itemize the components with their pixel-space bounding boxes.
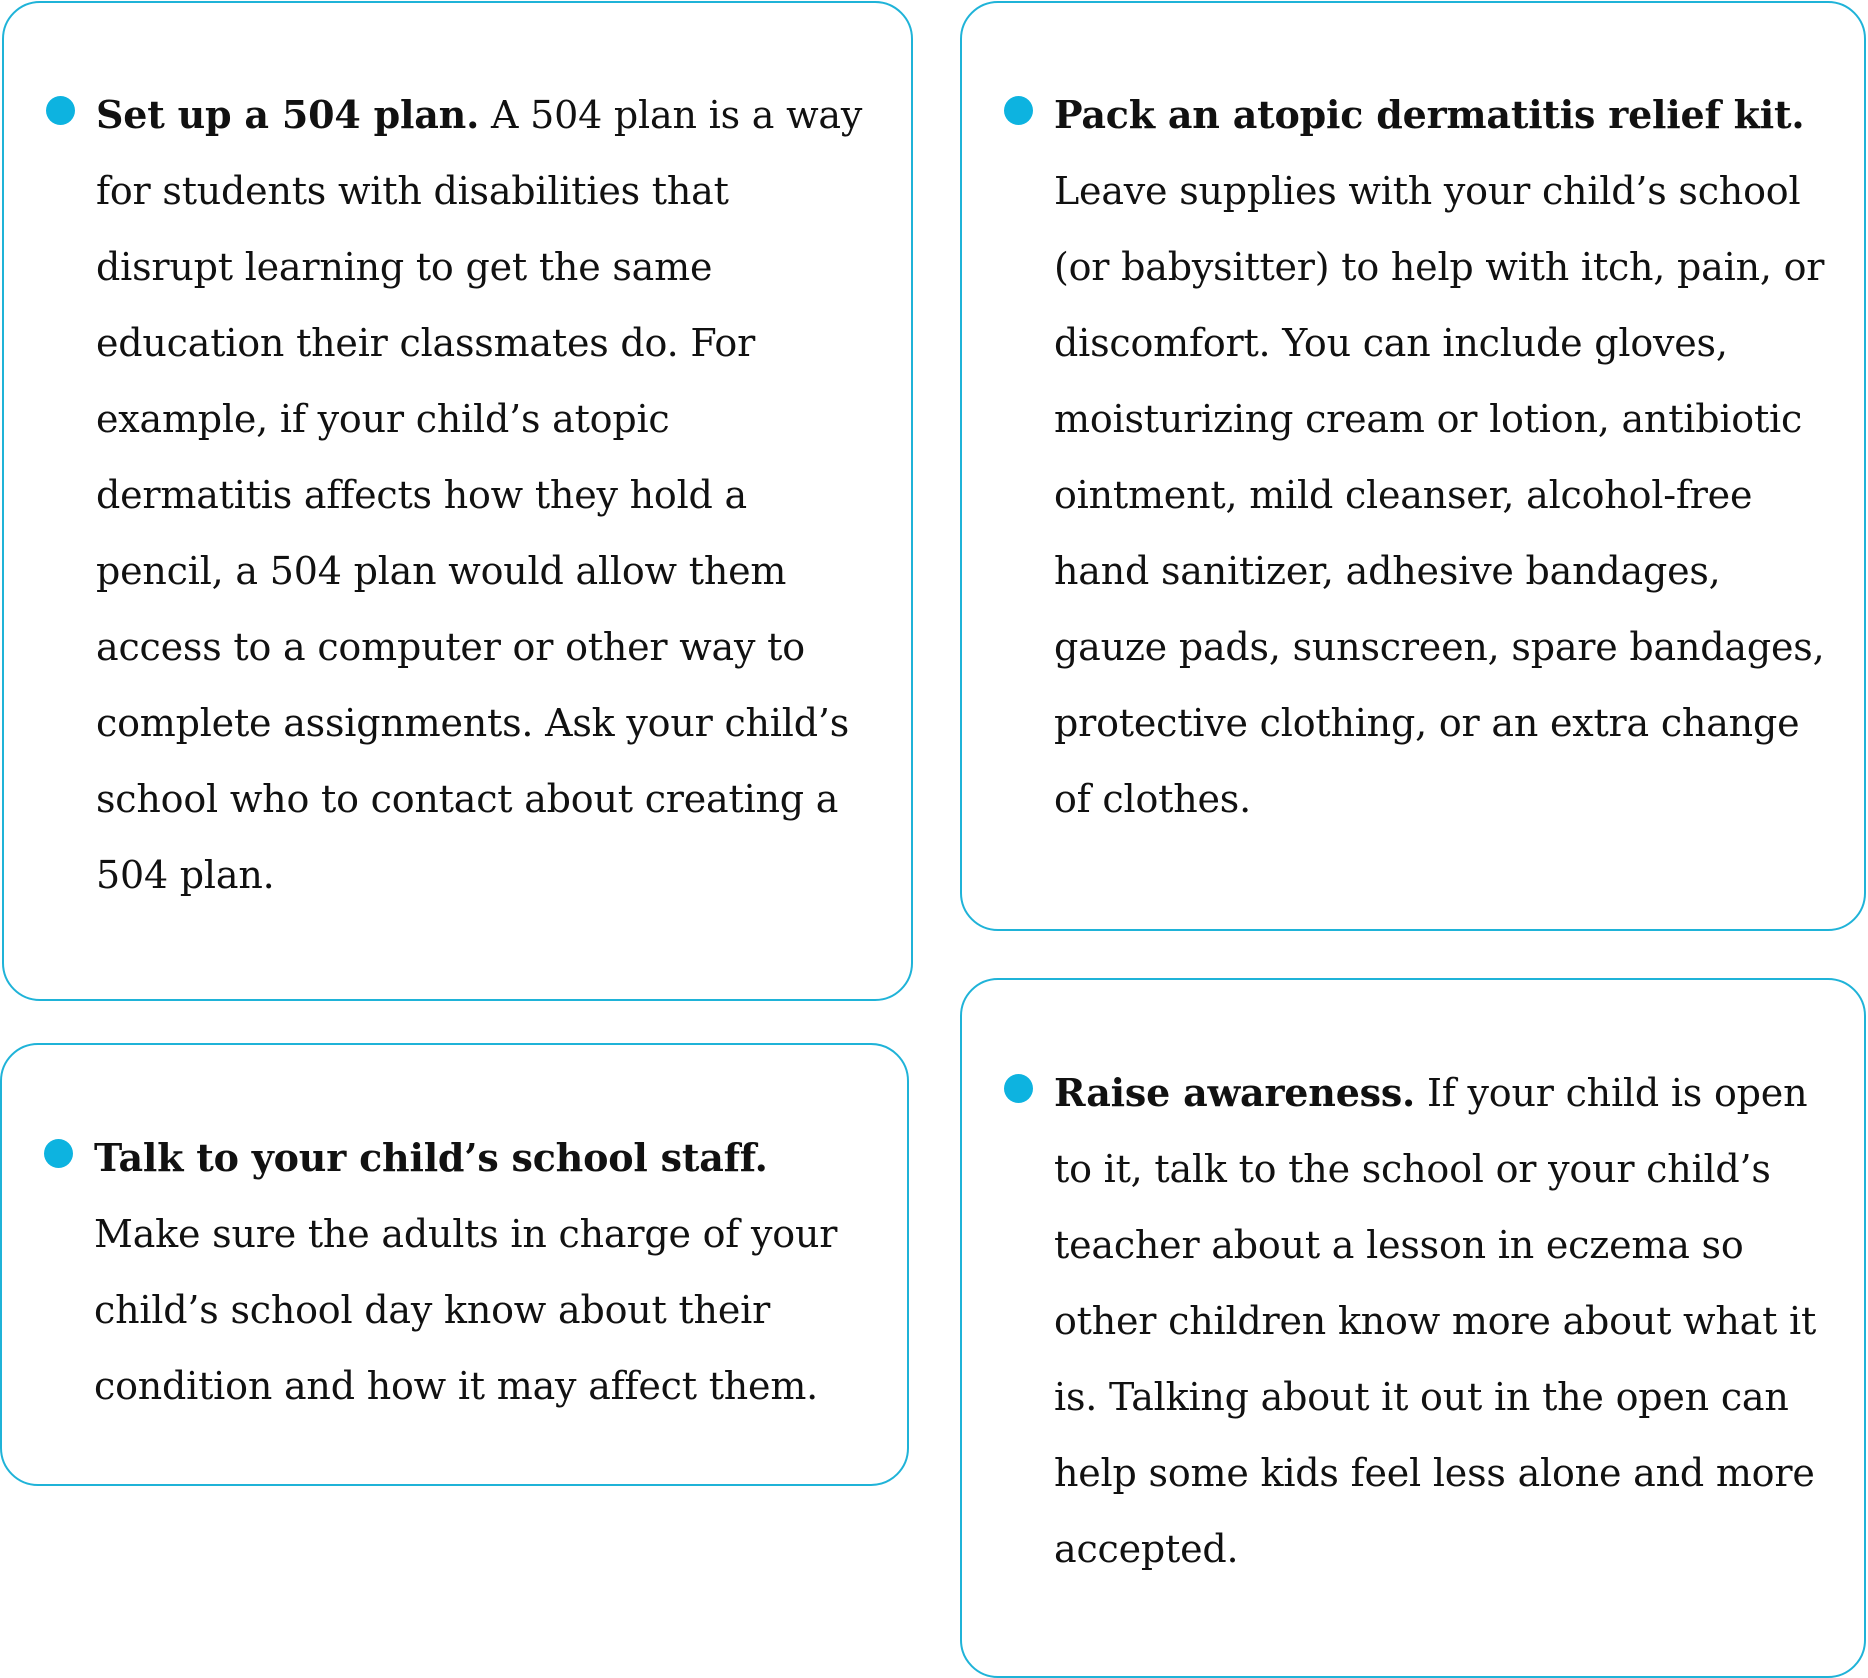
bullet-dot-icon xyxy=(46,96,75,125)
tip-description: Make sure the adults in charge of your child’s school day know about their condition and how it may affect them. xyxy=(94,1212,838,1408)
tip-text xyxy=(1054,1055,1844,1587)
tip-text xyxy=(94,1120,874,1424)
tip-card-raise-awareness xyxy=(960,978,1866,1678)
tip-heading: Talk to your child’s school staff. xyxy=(94,1135,768,1180)
tip-description: A 504 plan is a way for students with disabilities that disrupt learning to get the same education their classmates do. For example, if your child’s atopic dermatitis affects how they hold a pencil, a 504 plan would allow them access to a computer or other way to complete assignments. Ask your child’s school who to contact about creating a 504 plan. xyxy=(96,93,863,897)
bullet-dot-icon xyxy=(1004,96,1033,125)
bullet-dot-icon xyxy=(44,1139,73,1168)
tip-heading: Set up a 504 plan. xyxy=(96,92,480,137)
tip-description: Leave supplies with your child’s school (or babysitter) to help with itch, pain, or discomfort. You can include gloves, moisturizing cream or lotion, antibiotic ointment, mild cleanser, alcohol-free hand sanitizer, adhesive bandages, gauze pads, sunscreen, spare bandages, protective clothing, or an extra change of clothes. xyxy=(1054,169,1825,821)
tip-card-relief-kit xyxy=(960,1,1866,931)
tip-heading: Raise awareness. xyxy=(1054,1070,1416,1115)
tip-heading: Pack an atopic dermatitis relief kit. xyxy=(1054,92,1805,137)
tip-text xyxy=(96,77,866,913)
tip-card-school-staff xyxy=(0,1043,909,1486)
bullet-dot-icon xyxy=(1004,1074,1033,1103)
tip-description: If your child is open to it, talk to the school or your child’s teacher about a lesson in eczema so other children know more about what it is. Talking about it out in the open can help some kids feel less alone and more accepted. xyxy=(1054,1071,1817,1571)
tip-text xyxy=(1054,77,1844,837)
tip-card-504-plan xyxy=(2,1,913,1001)
